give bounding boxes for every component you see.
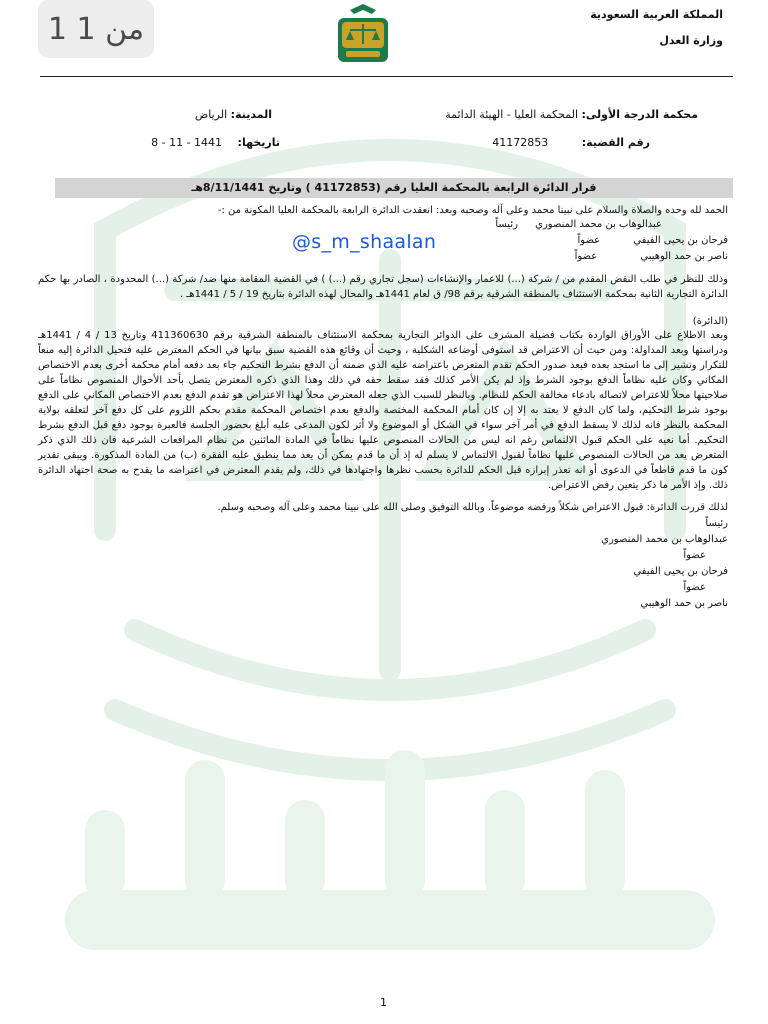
header-divider [40, 76, 733, 77]
court-value: المحكمة العليا - الهيئة الدائمة [445, 108, 579, 121]
intro-paragraph: وذلك للنظر في طلب النقض المقدم من / شركة (...) للاعمار والإنشاءات (سجل تجاري رقم (...) ) في القضية المقامة منها ضد/ شركة (...) المحدودة ، الصادر بها حكم الدائرة التجارية الثانية بمحكمة الاستئناف بالمنطقة الشرقية برقم 98/ ق لعام 1441هـ والمحال لهذه الدائرة بتاريخ 19 / 5 / 1441هـ . [38, 274, 728, 300]
social-handle: @s_m_shaalan [292, 231, 437, 253]
panel-member-2 [438, 233, 728, 249]
signature-role: رئيساً [705, 518, 728, 529]
decision-title: قرار الدائرة الرابعة بالمحكمة العليا رقم (41172853 ) وتاريخ 8/11/1441هـ [55, 178, 733, 198]
signatures-block [428, 516, 728, 612]
court-info [445, 108, 698, 121]
panel-member-role: رئيساً [495, 219, 518, 230]
signature-role: عضواً [683, 550, 706, 561]
city-info [195, 108, 272, 121]
section-label: (الدائرة) [692, 316, 728, 327]
case-number-label: رقم القضية: [581, 136, 650, 149]
ministry-logo-icon [332, 2, 394, 64]
city-value: الرياض [194, 108, 228, 121]
signature-role: عضواً [683, 582, 706, 593]
panel-member-1 [432, 217, 662, 233]
signature-name: عبدالوهاب بن محمد المنصوري [601, 534, 728, 545]
date-value: 8 - 11 - 1441 [151, 136, 223, 149]
date-info [151, 136, 280, 149]
panel-member-role: عضواً [577, 235, 601, 246]
panel-member-name: عبدالوهاب بن محمد المنصوري [535, 219, 662, 230]
city-label: المدينة: [230, 108, 272, 121]
page-count-badge: 1 من 1 [38, 0, 154, 58]
date-label: تاريخها: [237, 136, 280, 149]
footer-page-number: 1 [380, 996, 387, 1009]
body-paragraph: وبعد الاطلاع على الأوراق الواردة بكتاب فضيلة المشرف على الدوائر التجارية بمحكمة الاستئناف بالمنطقة الشرقية برقم 411360630 وتاريخ 13 / 4 / 1441هـ ودراستها وبعد المداولة: ومن حيث أن الاعتراض قد استوفى أوضاعه الشكلية ، وحيث أن وقائع هذه القضية سبق بيانها في الحكم المعترض عليه فتحيل الدائرة إليه منعاً للتكرار وتشير إلى ما استجد بعده فبعد صدور الحكم تقدم المتعرض باعتراضه عليه الذي ضمنه أن الدفع بشرط التحكيم جاء بعد دفعه أمام محكمة أخرى بعدم الاختصاص المكاني وكان عليه نظاماً الدفع بوجود الشرط وإذ لم يكن الأمر كذلك فقد سقط حقه في ذلك وهذا الذي ذكره المعترض يتصل بأحد الأحوال المنصوص نظاماً على صلاحيتها محلاً للاعتراض لاتصاله بادعاء مخالفة الحكم للنظام. وبالنظر للسبب الذي جعله المعترض محلاً لهذا الاعتراض هو تقدم الدفع بعدم الاختصاص المكاني على الدفع بوجود شرط التحكيم، ولما كان الدفع لا يعتد به إلا إن كان أمام المحكمة المختصة والدفع بعدم اختصاص المحكمة مقدم بحكم اللزوم على كل دفع آخر لتعلقه بولاية المحكمة بالنظر فانه لذلك لا يسقط الدفع في أمر آخر سواء في الشكل أو الموضوع ولا أثر لكون المدعى عليه أبلغ بحضور الجلسة فالعبرة بوجود دفع قبل الدفع بشرط التحكيم. أما نعيه على الحكم قبول الالتماس رغم انه ليس من الحالات المنصوص عليها نظاماً في المادة الماثنين من نظام المرافعات الشرعية فان ذلك الذي ذكر المتعرض يعد من الحالات المنصوص عليها نظاماً لقبول الالتماس لا يسلم له إذ أن ما قدم يمكن أن يعد مما ينطبق عليه الفقرة (ب) من المادة المذكورة. ويبقى تقدير كون ما قدم قاطعاً في الدعوى أو انه تعذر إبرازه قبل الحكم للدائرة بحسب نظرها واجتهادها في ذلك، ولم يقدم المعترض في اعتراضه ما يقدح به صحة اجتهاد الدائرة ذلك. وإذ الأمر ما ذكر يتعين رفض الاعتراض. [38, 330, 729, 491]
signature-name: ناصر بن حمد الوهيبي [640, 598, 728, 609]
opening-text: الحمد لله وحده والصلاة والسلام على نبينا محمد وعلى آله وصحبه وبعد: انعقدت الدائرة الرابعة بالمحكمة العليا المكونة من :- [217, 205, 728, 216]
panel-member-role: عضواً [574, 251, 598, 262]
court-label: محكمة الدرجة الأولى: [581, 108, 698, 121]
kingdom-name: المملكة العربية السعودية [590, 8, 723, 21]
ministry-name: وزارة العدل [659, 34, 723, 47]
panel-member-name: فرحان بن يحيى الفيفي [633, 235, 728, 246]
panel-member-name: ناصر بن حمد الوهيبي [640, 251, 728, 262]
case-number-value: 41172853 [492, 136, 549, 149]
signature-name: فرحان بن يحيى الفيفي [633, 566, 728, 577]
panel-member-3 [438, 249, 728, 265]
header-authority [590, 2, 723, 54]
case-number-info [492, 136, 650, 149]
decision-text: لذلك قررت الدائرة: قبول الاعتراض شكلاً ورفضه موضوعاً. وبالله التوفيق وصلى الله على نبينا محمد وعلى آله وصحبه وسلم. [217, 502, 728, 513]
